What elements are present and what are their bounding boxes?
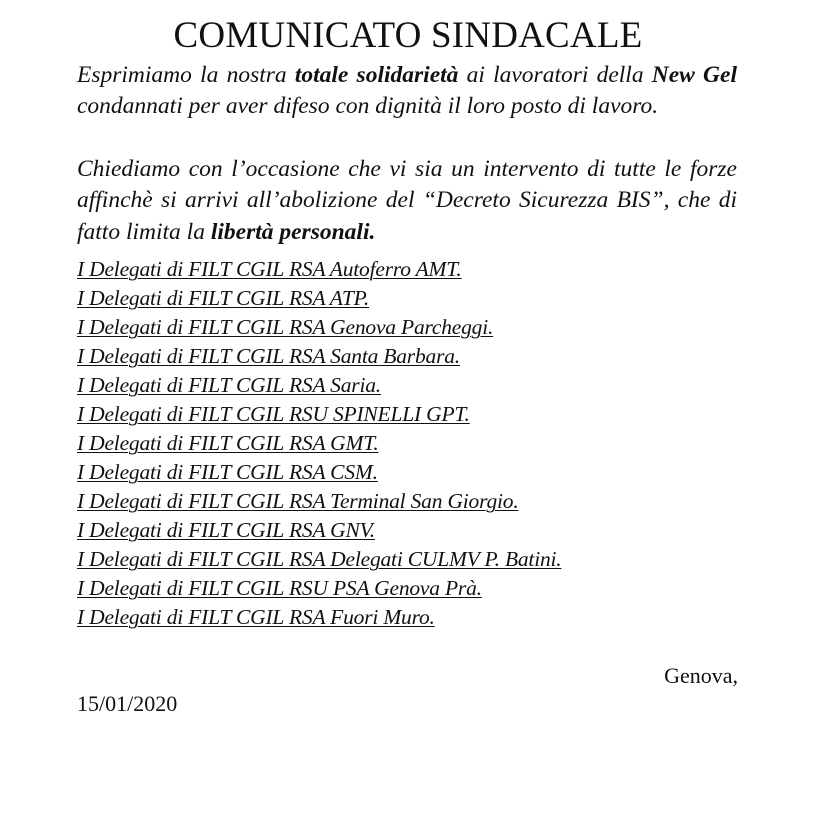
signatory-line: I Delegati di FILT CGIL RSA CSM. [77, 460, 378, 484]
paragraph-text: ai lavoratori della [458, 62, 652, 88]
signatory-line: I Delegati di FILT CGIL RSA Delegati CULMV P. Batini. [77, 547, 562, 571]
date-label: 15/01/2020 [77, 691, 178, 716]
signatories-list [77, 255, 561, 632]
solidarity-paragraph [77, 60, 737, 123]
signatory-line: I Delegati di FILT CGIL RSA Fuori Muro. [77, 605, 435, 629]
signatory-line: I Delegati di FILT CGIL RSA Terminal San Giorgio. [77, 489, 519, 513]
signatory-line: I Delegati di FILT CGIL RSU PSA Genova Prà. [77, 576, 482, 600]
bold-phrase: totale solidarietà [294, 62, 459, 88]
signatory-line: I Delegati di FILT CGIL RSU SPINELLI GPT. [77, 402, 470, 426]
document-title: COMUNICATO SINDACALE [173, 15, 643, 56]
signatory-line: I Delegati di FILT CGIL RSA ATP. [77, 286, 370, 310]
paragraph-text: Chiediamo con l’occasione che vi sia un intervento di tutte le forze affinchè si arrivi all’abolizione del “Decreto Sicurezza BIS”, che di fatto limita la [77, 156, 737, 245]
request-paragraph [77, 154, 737, 248]
signatory-line: I Delegati di FILT CGIL RSA Autoferro AMT. [77, 257, 462, 281]
bold-phrase: libertà personali. [210, 218, 376, 245]
signatory-line: I Delegati di FILT CGIL RSA Santa Barbara. [77, 344, 460, 368]
signatory-line: I Delegati di FILT CGIL RSA GNV. [77, 518, 375, 542]
place-label: Genova, [664, 663, 738, 688]
signatory-line: I Delegati di FILT CGIL RSA Saria. [77, 373, 381, 397]
company-name: New Gel [651, 62, 737, 88]
signatory-line: I Delegati di FILT CGIL RSA GMT. [77, 431, 379, 455]
paragraph-text: Esprimiamo la nostra [77, 62, 295, 88]
signatory-line: I Delegati di FILT CGIL RSA Genova Parcheggi. [77, 315, 494, 339]
paragraph-text: condannati per aver difeso con dignità il loro posto di lavoro. [77, 93, 659, 120]
